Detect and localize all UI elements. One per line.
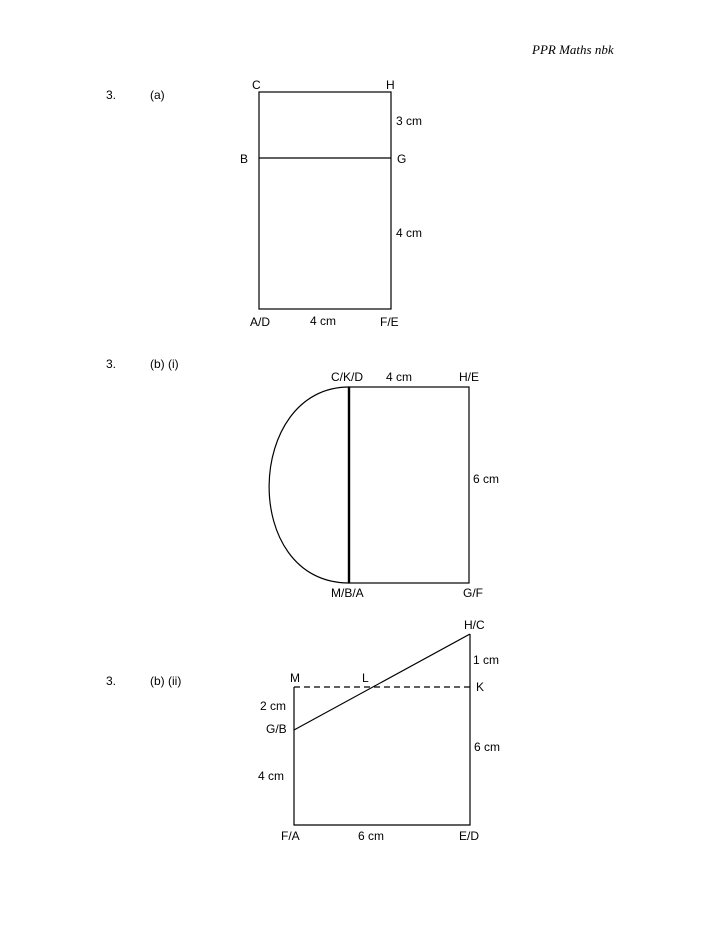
figure-b-ii-outline xyxy=(294,634,470,825)
dimension-6cm-side: 6 cm xyxy=(474,740,501,754)
label-e-d: E/D xyxy=(459,829,480,843)
label-c-k-d: C/K/D xyxy=(331,370,364,384)
label-g: G xyxy=(397,152,407,166)
label-k: K xyxy=(476,680,485,694)
label-g-f: G/F xyxy=(463,586,483,600)
label-h-e: H/E xyxy=(459,370,480,384)
dimension-4cm: 4 cm xyxy=(386,370,413,384)
dimension-4cm-base: 4 cm xyxy=(310,314,337,328)
label-c: C xyxy=(252,78,261,92)
label-l: L xyxy=(362,671,369,685)
dimension-4cm-side: 4 cm xyxy=(396,226,423,240)
figure-b-i-semicircle xyxy=(269,387,349,583)
label-m-b-a: M/B/A xyxy=(331,586,364,600)
label-h: H xyxy=(386,78,395,92)
figure-b-i-rectangle xyxy=(349,387,469,583)
label-f-a: F/A xyxy=(281,829,300,843)
page-header: PPR Maths nbk xyxy=(532,42,614,57)
figure-b-i xyxy=(269,370,499,600)
figure-a-rectangle xyxy=(259,92,391,309)
figure-b-ii xyxy=(258,618,500,843)
label-b: B xyxy=(240,152,249,166)
dimension-4cm: 4 cm xyxy=(258,769,285,783)
dimension-6cm: 6 cm xyxy=(473,472,500,486)
label-a-d: A/D xyxy=(250,315,271,329)
question-number: 3. xyxy=(106,674,117,688)
question-part: (a) xyxy=(150,88,165,102)
dimension-2cm: 2 cm xyxy=(260,699,287,713)
question-part: (b) (i) xyxy=(150,357,179,371)
question-part: (b) (ii) xyxy=(150,674,182,688)
label-f-e: F/E xyxy=(380,315,399,329)
dimension-1cm: 1 cm xyxy=(473,653,500,667)
question-number: 3. xyxy=(106,88,117,102)
label-h-c: H/C xyxy=(464,618,485,632)
figure-b-ii-slant-gb-hc xyxy=(294,634,470,730)
dimension-3cm: 3 cm xyxy=(396,114,423,128)
question-number: 3. xyxy=(106,357,117,371)
figure-a xyxy=(240,78,422,329)
label-g-b: G/B xyxy=(266,722,287,736)
dimension-6cm-base: 6 cm xyxy=(358,829,385,843)
label-m: M xyxy=(290,671,300,685)
